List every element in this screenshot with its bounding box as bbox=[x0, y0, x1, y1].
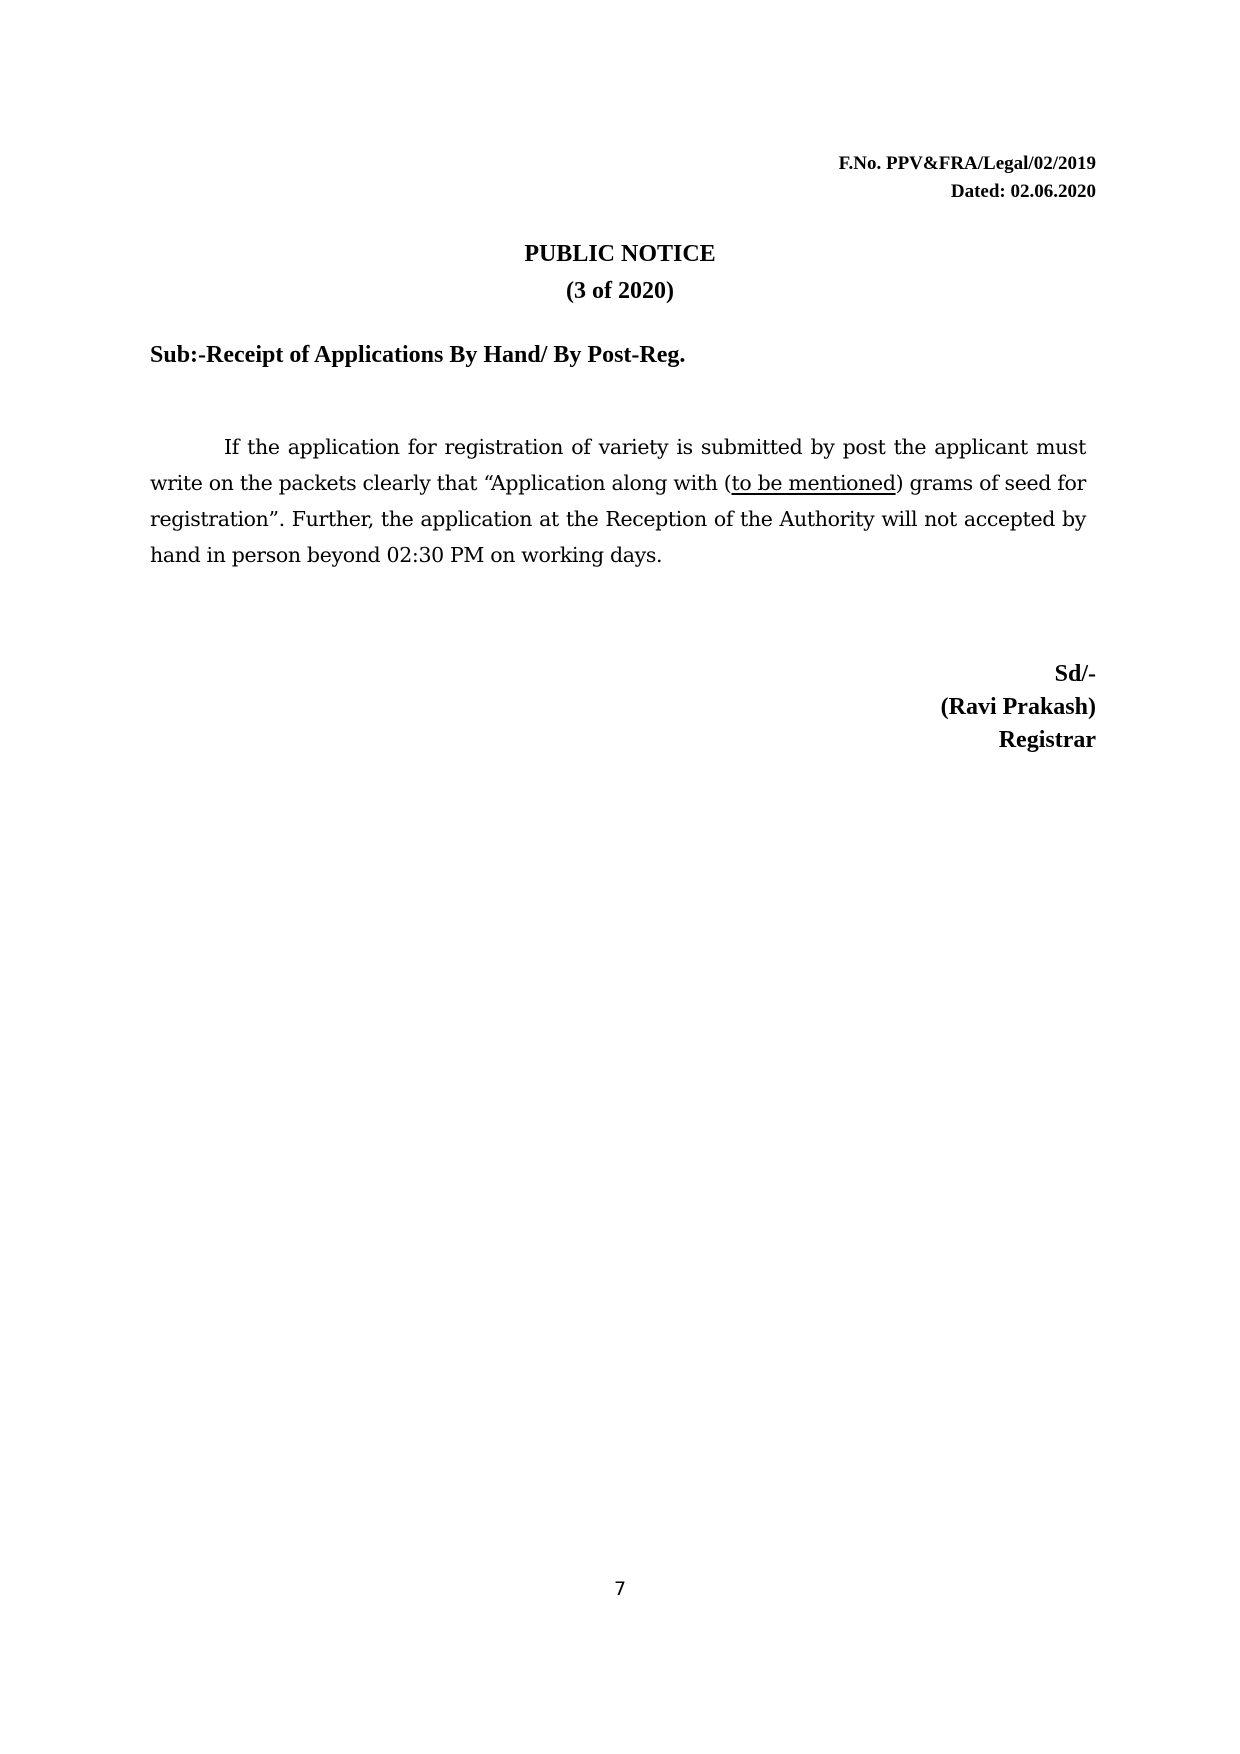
file-number: F.No. PPV&FRA/Legal/02/2019 bbox=[838, 153, 1096, 174]
notice-heading: PUBLIC NOTICE bbox=[524, 241, 716, 267]
reference-block bbox=[839, 150, 1096, 206]
notice-number: (3 of 2020) bbox=[566, 278, 674, 304]
signed-mark: Sd/- bbox=[1054, 661, 1096, 687]
body-paragraph bbox=[150, 429, 1086, 573]
signatory-name: (Ravi Prakash) bbox=[940, 694, 1096, 720]
page-number: 7 bbox=[613, 1578, 627, 1600]
underlined-text: to be mentioned bbox=[731, 470, 896, 495]
subject-line: Sub:-Receipt of Applications By Hand/ By Post-Reg. bbox=[150, 342, 686, 368]
signature-block bbox=[941, 658, 1096, 757]
date: Dated: 02.06.2020 bbox=[950, 181, 1096, 202]
body-text-part2: ) grams of seed for registration”. Further, the application at the Reception of the Authority will not accepted by hand in person beyond 02:30 PM on working days. bbox=[150, 470, 1086, 567]
body-text-part1: If the application for registration of variety is submitted by post the applicant must write on the packets clearly that “Application along with ( bbox=[150, 434, 1086, 495]
notice-title-block bbox=[0, 236, 1240, 310]
signatory-designation: Registrar bbox=[998, 727, 1096, 753]
